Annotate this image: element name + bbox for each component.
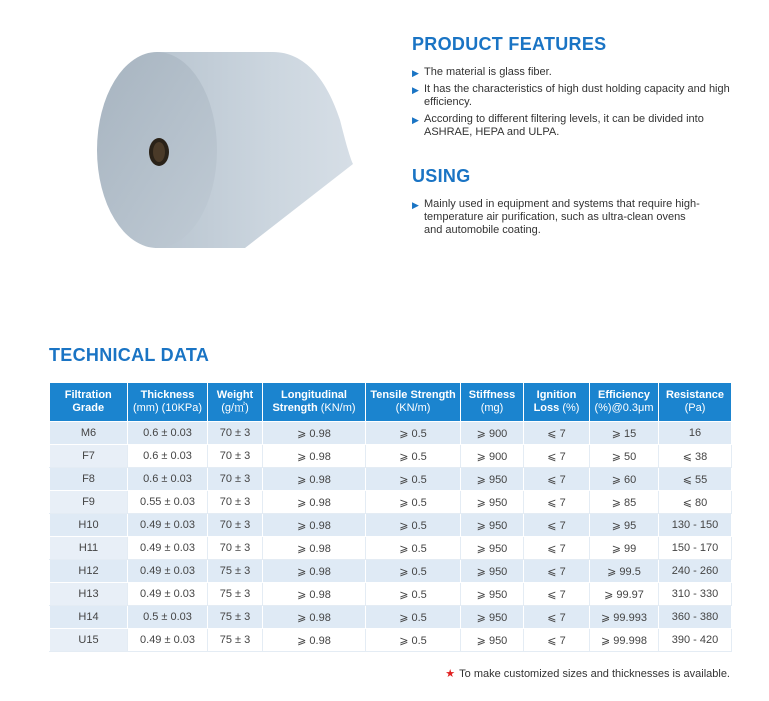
product-features-list — [412, 66, 732, 143]
cell-grade: H13 — [50, 583, 128, 606]
cell-resistance: 130 - 150 — [659, 514, 732, 537]
cell-weight: 70 ± 3 — [208, 514, 263, 537]
cell-weight: 75 ± 3 — [208, 606, 263, 629]
cell-grade: F9 — [50, 491, 128, 514]
cell-thickness: 0.6 ± 0.03 — [128, 445, 208, 468]
cell-grade: U15 — [50, 629, 128, 652]
cell-ignition-loss: ⩽ 7 — [524, 560, 590, 583]
product-features-title: PRODUCT FEATURES — [412, 34, 607, 54]
cell-weight: 75 ± 3 — [208, 560, 263, 583]
customization-note: ★ To make customized sizes and thicknesses is available. — [445, 668, 730, 680]
cell-grade: H12 — [50, 560, 128, 583]
cell-efficiency: ⩾ 85 — [590, 491, 659, 514]
table-row — [50, 422, 732, 445]
cell-resistance: ⩽ 55 — [659, 468, 732, 491]
list-item: ▶ According to different filtering levels, it can be divided into ASHRAE, HEPA and ULPA. — [412, 113, 704, 138]
table-row — [50, 445, 732, 468]
cell-ignition-loss: ⩽ 7 — [524, 606, 590, 629]
table-row — [50, 629, 732, 652]
cell-resistance: 390 - 420 — [659, 629, 732, 652]
cell-thickness: 0.49 ± 0.03 — [128, 537, 208, 560]
table-row — [50, 560, 732, 583]
col-header-efficiency: Efficiency (%)@0.3μm — [590, 383, 659, 422]
technical-data-body — [50, 422, 732, 652]
cell-resistance: 310 - 330 — [659, 583, 732, 606]
cell-ignition-loss: ⩽ 7 — [524, 422, 590, 445]
table-row — [50, 583, 732, 606]
table-header-row — [50, 383, 732, 422]
cell-tensile-strength: ⩾ 0.5 — [366, 491, 461, 514]
cell-resistance: 150 - 170 — [659, 537, 732, 560]
list-item: ▶ The material is glass fiber. — [412, 66, 552, 78]
cell-tensile-strength: ⩾ 0.5 — [366, 629, 461, 652]
col-header-stiffness: Stiffness (mg) — [461, 383, 524, 422]
cell-longitudinal-strength: ⩾ 0.98 — [263, 445, 366, 468]
cell-stiffness: ⩾ 900 — [461, 422, 524, 445]
table-row — [50, 514, 732, 537]
list-item: ▶ It has the characteristics of high dust holding capacity and high efficiency. — [412, 83, 730, 108]
cell-resistance: ⩽ 38 — [659, 445, 732, 468]
col-header-resistance: Resistance (Pa) — [659, 383, 732, 422]
cell-thickness: 0.55 ± 0.03 — [128, 491, 208, 514]
cell-longitudinal-strength: ⩾ 0.98 — [263, 583, 366, 606]
cell-ignition-loss: ⩽ 7 — [524, 537, 590, 560]
cell-longitudinal-strength: ⩾ 0.98 — [263, 491, 366, 514]
cell-grade: H10 — [50, 514, 128, 537]
col-header-ignition-loss: Ignition Loss (%) — [524, 383, 590, 422]
cell-tensile-strength: ⩾ 0.5 — [366, 537, 461, 560]
triangle-bullet-icon: ▶ — [412, 68, 419, 78]
cell-efficiency: ⩾ 99.5 — [590, 560, 659, 583]
col-header-longitudinal-strength: Longitudinal Strength (KN/m) — [263, 383, 366, 422]
cell-stiffness: ⩾ 950 — [461, 560, 524, 583]
triangle-bullet-icon: ▶ — [412, 85, 419, 95]
cell-efficiency: ⩾ 99.97 — [590, 583, 659, 606]
cell-thickness: 0.6 ± 0.03 — [128, 422, 208, 445]
star-icon: ★ — [445, 668, 456, 680]
using-list — [412, 198, 702, 241]
cell-efficiency: ⩾ 50 — [590, 445, 659, 468]
cell-ignition-loss: ⩽ 7 — [524, 468, 590, 491]
triangle-bullet-icon: ▶ — [412, 115, 419, 125]
cell-grade: F8 — [50, 468, 128, 491]
col-header-thickness: Thickness (mm) (10KPa) — [128, 383, 208, 422]
cell-grade: F7 — [50, 445, 128, 468]
cell-tensile-strength: ⩾ 0.5 — [366, 468, 461, 491]
cell-ignition-loss: ⩽ 7 — [524, 629, 590, 652]
cell-thickness: 0.49 ± 0.03 — [128, 514, 208, 537]
using-title: USING — [412, 166, 471, 186]
cell-resistance: 360 - 380 — [659, 606, 732, 629]
cell-thickness: 0.5 ± 0.03 — [128, 606, 208, 629]
cell-longitudinal-strength: ⩾ 0.98 — [263, 422, 366, 445]
cell-ignition-loss: ⩽ 7 — [524, 445, 590, 468]
cell-longitudinal-strength: ⩾ 0.98 — [263, 560, 366, 583]
cell-ignition-loss: ⩽ 7 — [524, 491, 590, 514]
cell-tensile-strength: ⩾ 0.5 — [366, 422, 461, 445]
cell-thickness: 0.49 ± 0.03 — [128, 560, 208, 583]
cell-tensile-strength: ⩾ 0.5 — [366, 606, 461, 629]
cell-weight: 70 ± 3 — [208, 422, 263, 445]
cell-weight: 70 ± 3 — [208, 445, 263, 468]
cell-thickness: 0.49 ± 0.03 — [128, 583, 208, 606]
cell-thickness: 0.6 ± 0.03 — [128, 468, 208, 491]
col-header-tensile-strength: Tensile Strength (KN/m) — [366, 383, 461, 422]
table-row — [50, 606, 732, 629]
cell-thickness: 0.49 ± 0.03 — [128, 629, 208, 652]
technical-data-title: TECHNICAL DATA — [49, 345, 210, 365]
cell-efficiency: ⩾ 95 — [590, 514, 659, 537]
cell-efficiency: ⩾ 99.993 — [590, 606, 659, 629]
cell-longitudinal-strength: ⩾ 0.98 — [263, 537, 366, 560]
table-row — [50, 491, 732, 514]
technical-data-table — [49, 383, 732, 652]
cell-efficiency: ⩾ 60 — [590, 468, 659, 491]
cell-stiffness: ⩾ 950 — [461, 514, 524, 537]
triangle-bullet-icon: ▶ — [412, 200, 419, 210]
cell-efficiency: ⩾ 15 — [590, 422, 659, 445]
cell-stiffness: ⩾ 950 — [461, 583, 524, 606]
cell-stiffness: ⩾ 950 — [461, 606, 524, 629]
cell-weight: 75 ± 3 — [208, 629, 263, 652]
table-row — [50, 537, 732, 560]
cell-stiffness: ⩾ 950 — [461, 491, 524, 514]
cell-weight: 75 ± 3 — [208, 583, 263, 606]
cell-longitudinal-strength: ⩾ 0.98 — [263, 606, 366, 629]
col-header-filtration-grade: Filtration Grade — [50, 383, 128, 422]
cell-tensile-strength: ⩾ 0.5 — [366, 583, 461, 606]
cell-resistance: 240 - 260 — [659, 560, 732, 583]
cell-ignition-loss: ⩽ 7 — [524, 514, 590, 537]
cell-tensile-strength: ⩾ 0.5 — [366, 560, 461, 583]
cell-efficiency: ⩾ 99.998 — [590, 629, 659, 652]
cell-efficiency: ⩾ 99 — [590, 537, 659, 560]
cell-grade: H11 — [50, 537, 128, 560]
list-item: ▶ Mainly used in equipment and systems that require high-temperature air purification, such as ultra-clean ovens and automobile coating. — [412, 198, 700, 236]
cell-stiffness: ⩾ 900 — [461, 445, 524, 468]
cell-stiffness: ⩾ 950 — [461, 537, 524, 560]
col-header-weight: Weight (g/㎡) — [208, 383, 263, 422]
cell-resistance: ⩽ 80 — [659, 491, 732, 514]
cell-tensile-strength: ⩾ 0.5 — [366, 514, 461, 537]
cell-longitudinal-strength: ⩾ 0.98 — [263, 629, 366, 652]
cell-weight: 70 ± 3 — [208, 491, 263, 514]
paper-roll-image — [95, 40, 355, 255]
cell-resistance: 16 — [659, 422, 732, 445]
table-row — [50, 468, 732, 491]
cell-stiffness: ⩾ 950 — [461, 468, 524, 491]
cell-weight: 70 ± 3 — [208, 468, 263, 491]
cell-ignition-loss: ⩽ 7 — [524, 583, 590, 606]
cell-longitudinal-strength: ⩾ 0.98 — [263, 514, 366, 537]
cell-tensile-strength: ⩾ 0.5 — [366, 445, 461, 468]
cell-weight: 70 ± 3 — [208, 537, 263, 560]
cell-grade: M6 — [50, 422, 128, 445]
cell-stiffness: ⩾ 950 — [461, 629, 524, 652]
cell-grade: H14 — [50, 606, 128, 629]
cell-longitudinal-strength: ⩾ 0.98 — [263, 468, 366, 491]
